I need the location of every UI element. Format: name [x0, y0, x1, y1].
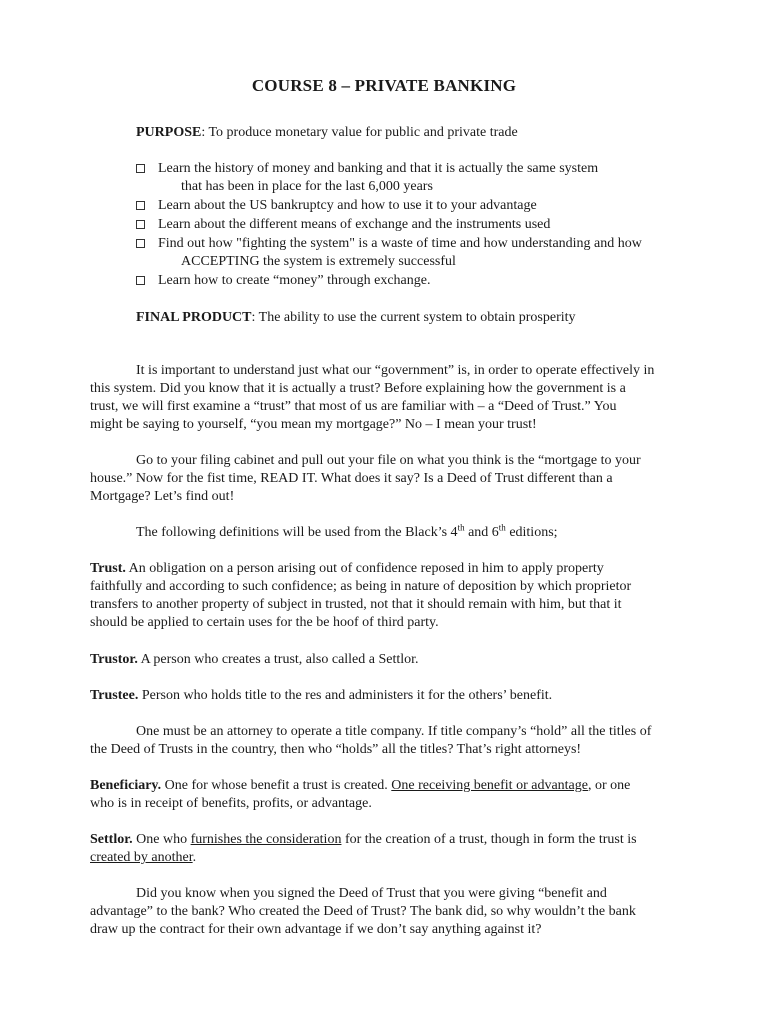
underlined-phrase: furnishes the consideration: [190, 832, 342, 847]
bullet-item: Learn about the US bankruptcy and how to use it to your advantage: [158, 198, 537, 213]
bullet-box-icon: [136, 220, 145, 229]
definition-settlor-continuation: [90, 849, 196, 867]
paragraph-line: advantage” to the bank? Who created the Deed of Trust? The bank did, so why wouldn’t the bank: [90, 904, 636, 919]
bullet-item-continuation: that has been in place for the last 6,000 years: [181, 179, 433, 194]
paragraph-line: the Deed of Trusts in the country, then who “holds” all the titles? That’s right attorneys!: [90, 742, 582, 757]
paragraph-line: this system. Did you know that it is actually a trust? Before explaining how the government is a: [90, 381, 626, 396]
paragraph-line: One must be an attorney to operate a title company. If title company’s “hold” all the titles of: [136, 724, 652, 739]
definition-text: One for whose benefit a trust is created.: [161, 778, 392, 793]
superscript: th: [457, 522, 465, 533]
paragraph-line: It is important to understand just what our “government” is, in order to operate effectively in: [136, 363, 655, 378]
definition-text: A person who creates a trust, also called a Settlor.: [137, 652, 419, 667]
bullet-box-icon: [136, 276, 145, 285]
definition-text: for the creation of a trust, though in form the trust is: [341, 832, 637, 847]
underlined-phrase: created by another: [90, 850, 193, 865]
definitions-intro-text: and 6: [464, 525, 499, 540]
bullet-box-icon: [136, 239, 145, 248]
definitions-intro: [136, 524, 558, 542]
definition-beneficiary: [90, 777, 630, 795]
final-product-text: : The ability to use the current system to obtain prosperity: [251, 310, 576, 325]
final-product-label: FINAL PRODUCT: [136, 310, 252, 325]
paragraph-line: house.” Now for the fist time, READ IT. What does it say? Is a Deed of Trust different than a: [90, 471, 613, 486]
bullet-item: Learn the history of money and banking and that it is actually the same system: [158, 161, 599, 176]
paragraph-line: trust, we will first examine a “trust” that most of us are familiar with – a “Deed of Trust.” You: [90, 399, 617, 414]
bullet-item: Learn about the different means of exchange and the instruments used: [158, 217, 551, 232]
superscript: th: [498, 522, 506, 533]
purpose-label: PURPOSE: [136, 125, 202, 140]
definitions-intro-text: editions;: [505, 525, 558, 540]
definition-term: Trust.: [90, 561, 126, 576]
definition-text: Person who holds title to the res and administers it for the others’ benefit.: [138, 688, 553, 703]
bullet-box-icon: [136, 164, 145, 173]
definition-term: Trustor.: [90, 652, 138, 667]
definition-text: transfers to another property of subject in trusted, not that it should remain with him, but that it: [90, 597, 622, 612]
definition-text: .: [192, 850, 197, 865]
bullet-box-icon: [136, 201, 145, 210]
definition-text: One who: [132, 832, 191, 847]
paragraph-line: Did you know when you signed the Deed of Trust that you were giving “benefit and: [136, 886, 607, 901]
definition-text: faithfully and according to such confidence; as being in nature of deposition by which proprietor: [90, 579, 632, 594]
definition-text: who is in receipt of benefits, profits, or advantage.: [90, 796, 372, 811]
paragraph-line: Go to your filing cabinet and pull out your file on what you think is the “mortgage to your: [136, 453, 641, 468]
definition-trustor: [90, 651, 419, 669]
final-product-line: [136, 309, 576, 327]
bullet-item: Learn how to create “money” through exchange.: [158, 273, 431, 288]
purpose-text: : To produce monetary value for public and private trade: [201, 125, 518, 140]
bullet-item-continuation: ACCEPTING the system is extremely successful: [181, 254, 456, 269]
definition-settlor: [90, 831, 637, 849]
bullet-item: Find out how "fighting the system" is a waste of time and how understanding and how: [158, 236, 642, 251]
definition-term: Settlor.: [90, 832, 133, 847]
definition-term: Beneficiary.: [90, 778, 162, 793]
definitions-intro-text: The following definitions will be used from the Black’s 4: [136, 525, 458, 540]
definition-trust: [90, 560, 604, 578]
paragraph-line: draw up the contract for their own advantage if we don’t say anything against it?: [90, 922, 542, 937]
definition-text: , or one: [587, 778, 631, 793]
definition-text: should be applied to certain uses for the be hoof of third party.: [90, 615, 439, 630]
paragraph-line: Mortgage? Let’s find out!: [90, 489, 235, 504]
definition-term: Trustee.: [90, 688, 139, 703]
definition-trustee: [90, 687, 552, 705]
paragraph-line: might be saying to yourself, “you mean my mortgage?” No – I mean your trust!: [90, 417, 537, 432]
page-title: COURSE 8 – PRIVATE BANKING: [251, 76, 517, 95]
definition-text: An obligation on a person arising out of confidence reposed in him to apply property: [125, 561, 604, 576]
purpose-line: [136, 124, 518, 142]
underlined-phrase: One receiving benefit or advantage: [391, 778, 588, 793]
